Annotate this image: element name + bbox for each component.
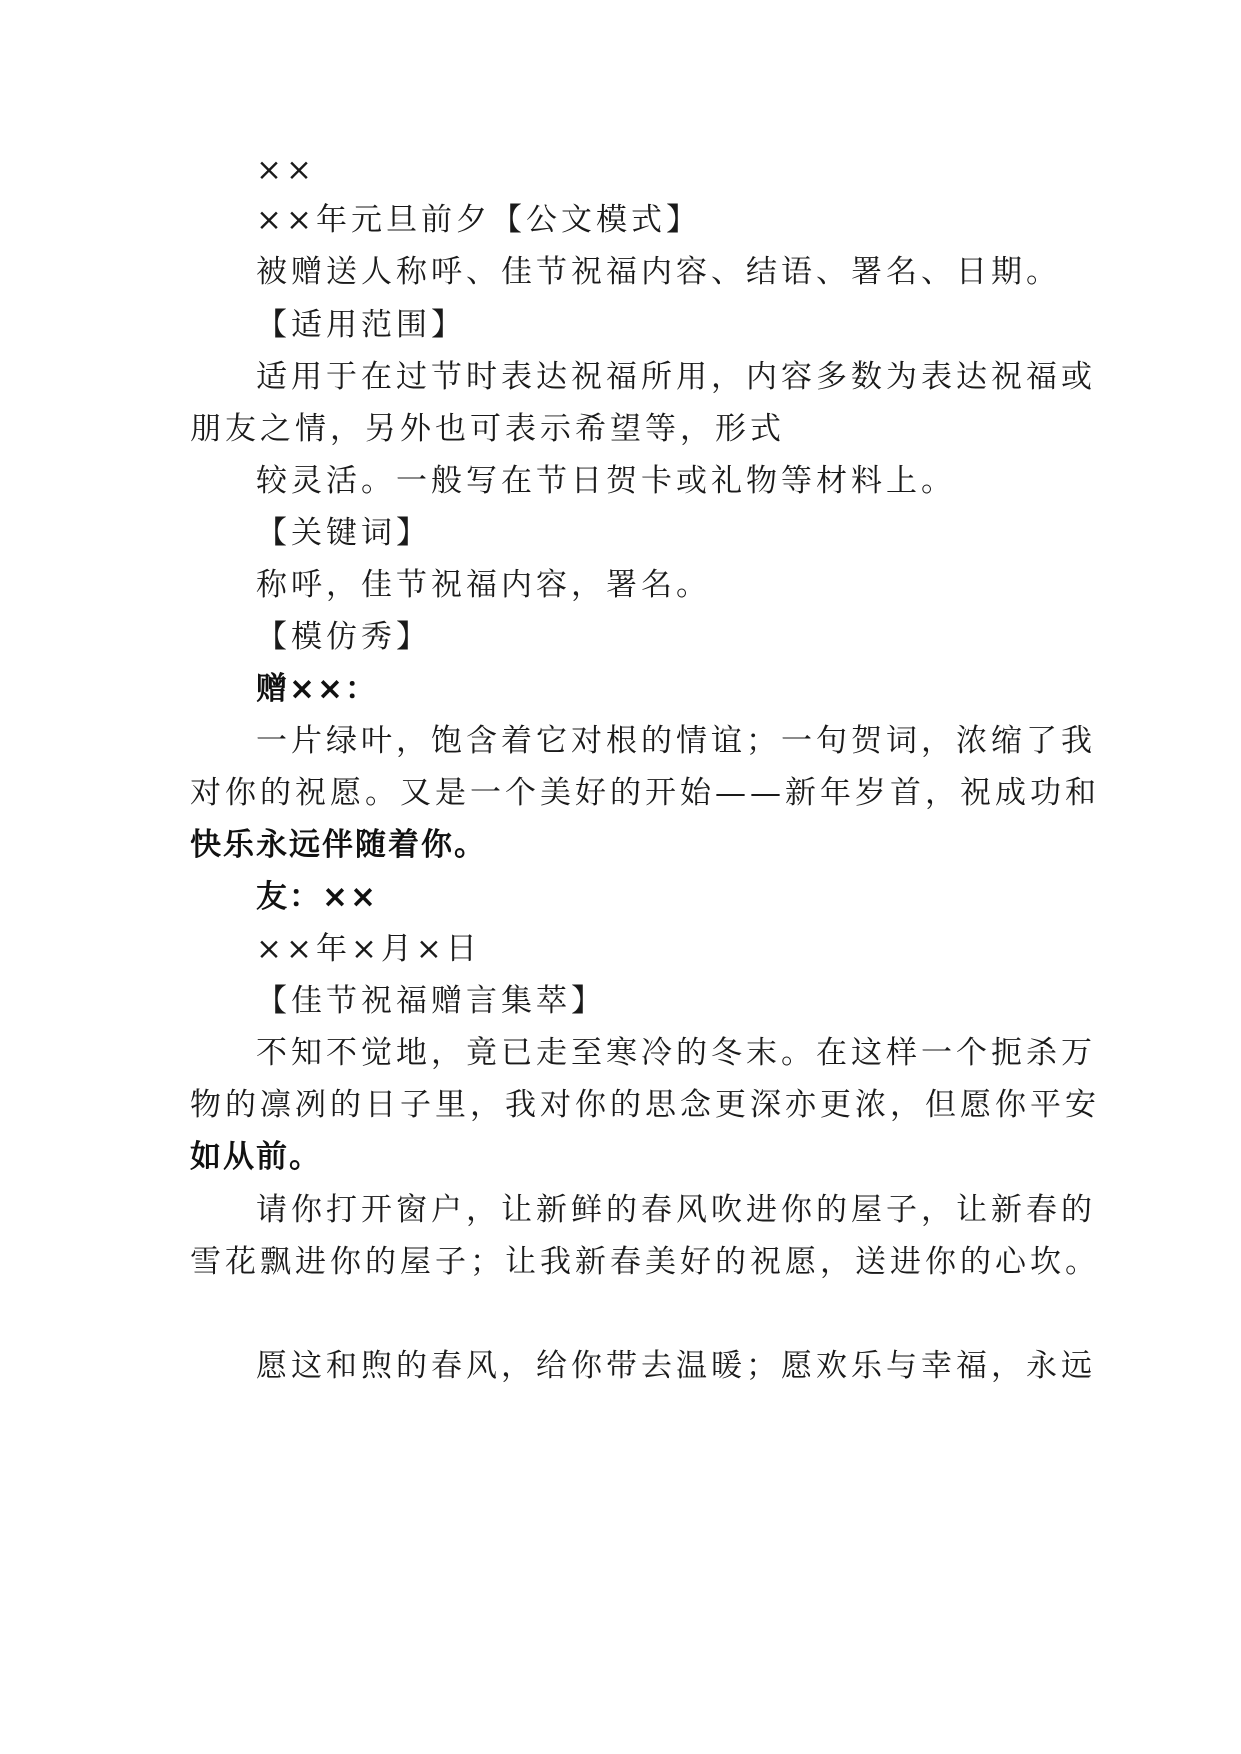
document-line: 被赠送人称呼、佳节祝福内容、结语、署名、日期。 [256,254,1061,290]
document-line: 快乐永远伴随着你。 [190,827,487,863]
document-line: 朋友之情，另外也可表示希望等，形式 [190,411,785,447]
signature-line: 友：×× [256,879,378,915]
document-line: 如从前。 [190,1139,322,1175]
document-line: 对你的祝愿。又是一个美好的开始——新年岁首，祝成功和 [190,775,1100,811]
section-heading: 【适用范围】 [256,307,466,343]
date-line: ××年×月×日 [256,931,481,967]
document-line: 不知不觉地，竟已走至寒冷的冬末。在这样一个扼杀万 [256,1035,1096,1071]
document-line: 物的凛冽的日子里，我对你的思念更深亦更浓，但愿你平安 [190,1087,1100,1123]
document-line: 愿这和煦的春风，给你带去温暖；愿欢乐与幸福，永远 [256,1348,1096,1384]
document-line: 雪花飘进你的屋子；让我新春美好的祝愿，送进你的心坎。 [190,1244,1100,1280]
section-heading: 【关键词】 [256,515,431,551]
section-heading: 【佳节祝福赠言集萃】 [256,983,606,1019]
document-line: 赠××： [256,671,378,707]
document-line: 适用于在过节时表达祝福所用，内容多数为表达祝福或 [256,359,1096,395]
document-line: ×× [256,152,316,188]
document-line: 一片绿叶，饱含着它对根的情谊；一句贺词，浓缩了我 [256,723,1096,759]
document-line: ××年元旦前夕【公文模式】 [256,202,701,238]
document-line: 请你打开窗户，让新鲜的春风吹进你的屋子，让新春的 [256,1192,1096,1228]
document-line: 较灵活。一般写在节日贺卡或礼物等材料上。 [256,463,956,499]
document-line: 称呼，佳节祝福内容，署名。 [256,567,711,603]
section-heading: 【模仿秀】 [256,619,431,655]
